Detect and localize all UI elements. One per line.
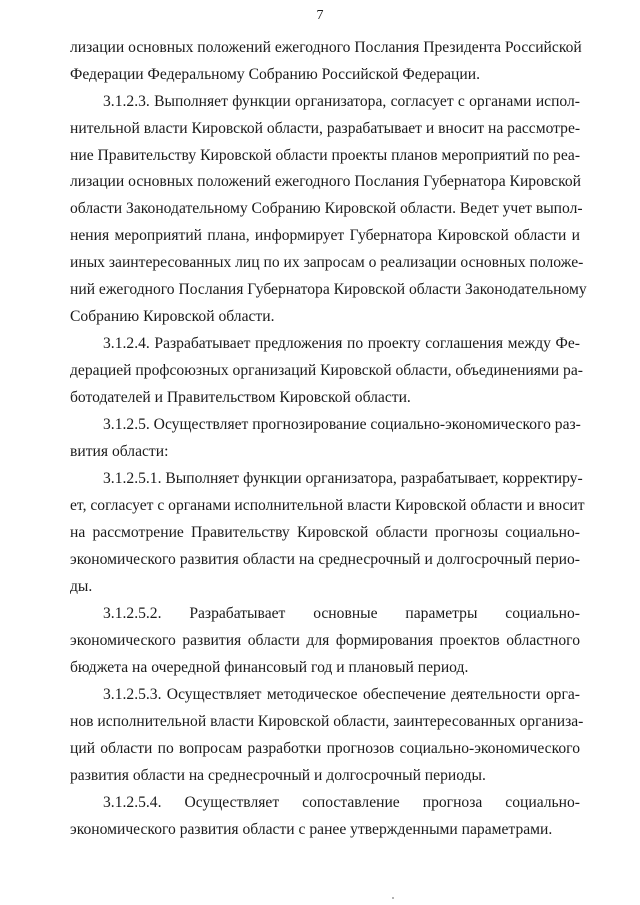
text-line: на рассмотрение Правительству Кировской области прогнозы социально-: [70, 524, 580, 541]
text-line: дерацией профсоюзных организаций Кировской области, объединениями ра-: [70, 362, 583, 379]
text-line: ды.: [70, 578, 93, 595]
text-line: экономического развития области с ранее утвержденными параметрами.: [70, 821, 553, 838]
page-number: 7: [316, 8, 324, 23]
text-line: 3.1.2.5.3. Осуществляет методическое обеспечение деятельности орга-: [103, 686, 580, 703]
text-line: ботодателей и Правительством Кировской области.: [70, 389, 411, 406]
text-line: нения мероприятий плана, информирует Губернатора Кировской области и: [70, 227, 580, 244]
text-line: лизации основных положений ежегодного Послания Президента Российской: [70, 39, 582, 56]
text-line: лизации основных положений ежегодного Послания Губернатора Кировской: [70, 173, 581, 190]
text-line: 3.1.2.5.2. Разрабатывает основные параметры социально-: [103, 605, 580, 622]
text-line: Федерации Федеральному Собранию Российской Федерации.: [70, 66, 480, 83]
text-line: ний ежегодного Послания Губернатора Кировской области Законодательному: [70, 281, 587, 298]
text-line: экономического развития области на среднесрочный и долгосрочный перио-: [70, 551, 580, 568]
text-line: иных заинтересованных лиц по их запросам о реализации основных положе-: [70, 254, 584, 271]
text-line: экономического развития области для формирования проектов областного: [70, 632, 580, 649]
text-line: ет, согласует с органами исполнительной власти Кировской области и вносит: [70, 497, 585, 514]
text-line: нов исполнительной власти Кировской области, заинтересованных организа-: [70, 713, 584, 730]
text-line: 3.1.2.5.1. Выполняет функции организатора, разрабатывает, корректиру-: [103, 470, 583, 487]
text-line: 3.1.2.5.4. Осуществляет сопоставление прогноза социально-: [103, 794, 580, 811]
text-line: вития области:: [70, 443, 169, 460]
text-line: бюджета на очередной финансовый год и плановый период.: [70, 659, 469, 676]
scan-speck: [392, 897, 394, 899]
text-line: области Законодательному Собранию Кировской области. Ведет учет выпол-: [70, 200, 583, 217]
text-line: 3.1.2.4. Разрабатывает предложения по проекту соглашения между Фе-: [103, 335, 580, 352]
text-line: ций области по вопросам разработки прогнозов социально-экономического: [70, 740, 580, 757]
text-line: 3.1.2.5. Осуществляет прогнозирование социально-экономического раз-: [103, 416, 581, 433]
text-line: 3.1.2.3. Выполняет функции организатора, согласует с органами испол-: [103, 93, 580, 110]
text-line: нительной власти Кировской области, разрабатывает и вносит на рассмотре-: [70, 120, 581, 137]
text-line: развития области на среднесрочный и долгосрочный периоды.: [70, 767, 486, 784]
text-line: Собранию Кировской области.: [70, 308, 275, 325]
text-line: ние Правительству Кировской области проекты планов мероприятий по реа-: [70, 147, 581, 164]
